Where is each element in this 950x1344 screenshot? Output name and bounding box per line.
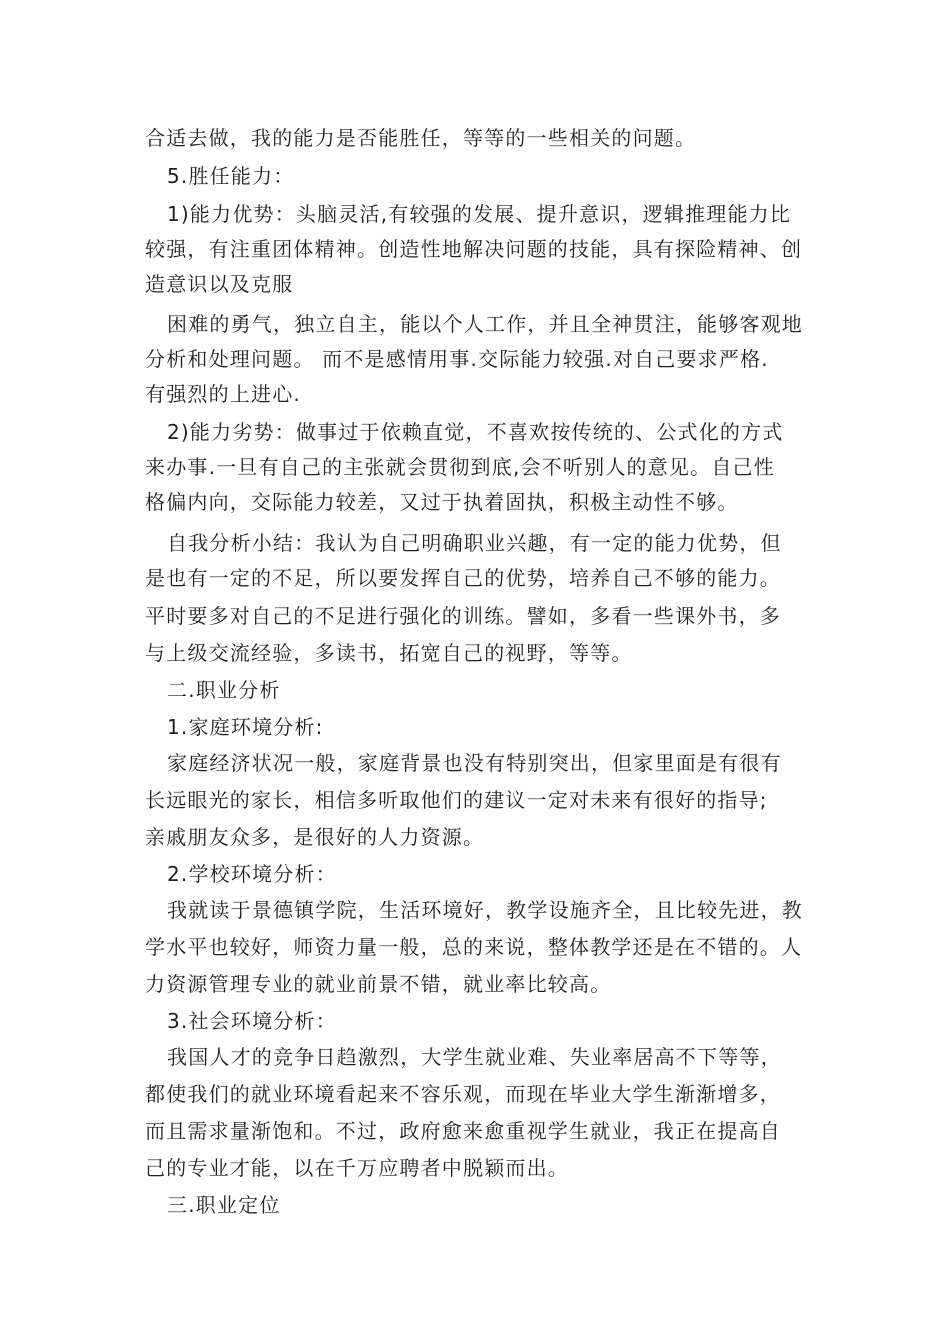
text-line: 都使我们的就业环境看起来不容乐观，而现在毕业大学生渐渐增多， xyxy=(145,1082,781,1106)
text-line: 家庭经济状况一般，家庭背景也没有特别突出，但家里面是有很有 xyxy=(167,751,782,775)
text-line: 平时要多对自己的不足进行强化的训练。譬如，多看一些课外书，多 xyxy=(145,604,781,628)
text-line: 2)能力劣势：做事过于依赖直觉，不喜欢按传统的、公式化的方式 xyxy=(167,420,784,444)
section-heading: 二.职业分析 xyxy=(167,678,281,702)
text-line: 5.胜任能力： xyxy=(167,164,295,188)
subsection-heading: 2.学校环境分析： xyxy=(167,862,337,886)
text-line: 亲戚朋友众多，是很好的人力资源。 xyxy=(145,825,485,849)
text-line: 我就读于景德镇学院，生活环境好，教学设施齐全，且比较先进，教 xyxy=(167,898,803,922)
text-line: 有强烈的上进心. xyxy=(145,382,301,406)
text-line: 力资源管理专业的就业前景不错，就业率比较高。 xyxy=(145,972,612,996)
text-line: 困难的勇气，独立自主，能以个人工作，并且全神贯注，能够客观地 xyxy=(167,312,803,336)
text-line: 来办事.一旦有自己的主张就会贯彻到底,会不听别人的意见。自己性 xyxy=(145,455,775,479)
text-line: 格偏内向，交际能力较差，又过于执着固执，积极主动性不够。 xyxy=(145,490,739,514)
text-line: 是也有一定的不足，所以要发挥自己的优势，培养自己不够的能力。 xyxy=(145,566,781,590)
text-line: 造意识以及克服 xyxy=(145,272,294,296)
text-line: 分析和处理问题。 而不是感情用事.交际能力较强.对自己要求严格. xyxy=(145,347,769,371)
section-heading: 三.职业定位 xyxy=(167,1193,281,1217)
text-line: 我国人才的竞争日趋激烈，大学生就业难、失业率居高不下等等， xyxy=(167,1045,782,1069)
subsection-heading: 1.家庭环境分析: xyxy=(167,715,324,739)
text-line: 而且需求量渐饱和。不过，政府愈来愈重视学生就业，我正在提高自 xyxy=(145,1119,781,1143)
text-line: 学水平也较好，师资力量一般，总的来说，整体教学还是在不错的。人 xyxy=(145,935,803,959)
text-line: 己的专业才能，以在千万应聘者中脱颖而出。 xyxy=(145,1156,569,1180)
text-line: 1)能力优势：头脑灵活,有较强的发展、提升意识，逻辑推理能力比 xyxy=(167,202,792,226)
text-line: 自我分析小结：我认为自己明确职业兴趣，有一定的能力优势，但 xyxy=(167,531,782,555)
text-line: 长远眼光的家长，相信多听取他们的建议一定对未来有很好的指导; xyxy=(145,788,768,812)
text-line: 较强，有注重团体精神。创造性地解决问题的技能，具有探险精神、创 xyxy=(145,237,803,261)
text-line: 与上级交流经验，多读书，拓宽自己的视野，等等。 xyxy=(145,641,633,665)
subsection-heading: 3.社会环境分析： xyxy=(167,1009,337,1033)
text-line: 合适去做，我的能力是否能胜任，等等的一些相关的问题。 xyxy=(145,126,697,150)
